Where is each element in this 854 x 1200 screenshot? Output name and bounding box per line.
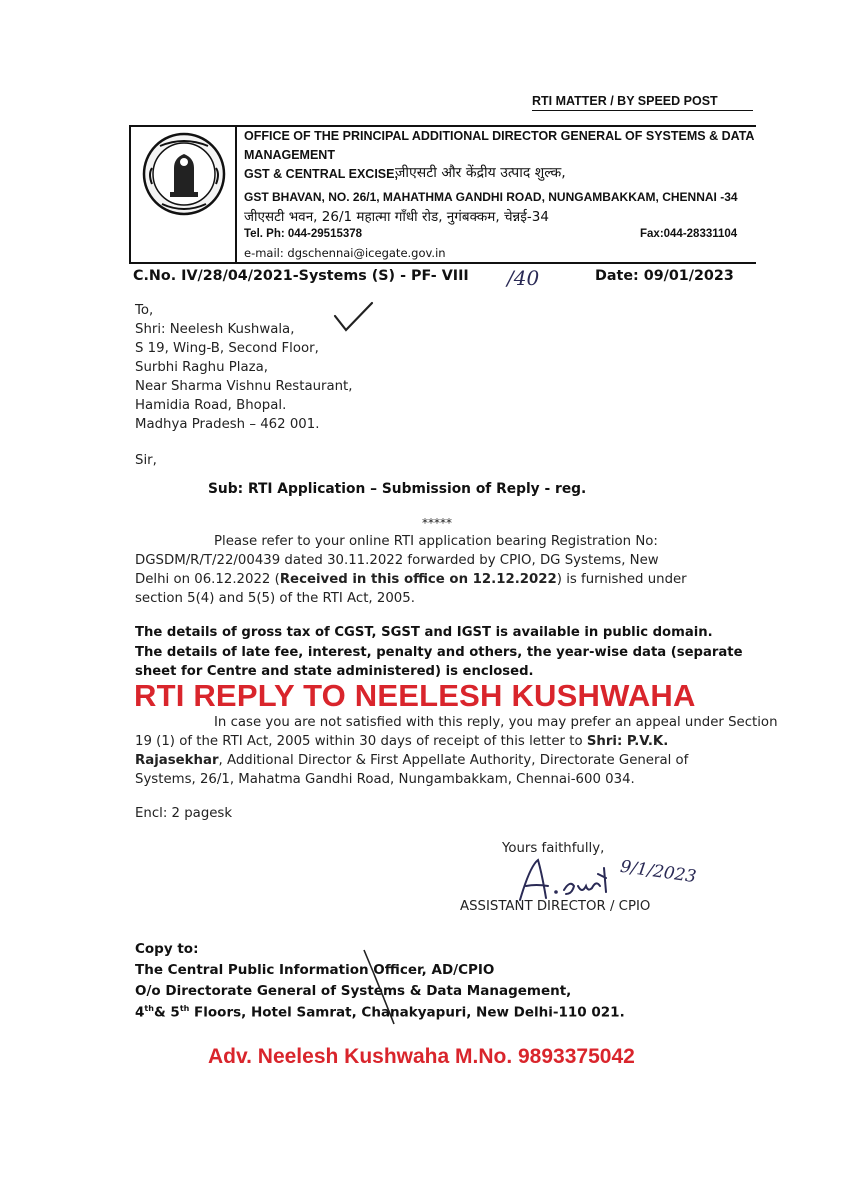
- letter-date: Date: 09/01/2023: [595, 268, 734, 284]
- letterhead-top-border: [129, 125, 756, 127]
- para3-line3: [135, 752, 688, 771]
- address-line: Near Sharma Vishnu Restaurant,: [135, 379, 353, 394]
- copy-to-sup-th2: th: [179, 1004, 190, 1013]
- letterhead-bottom-border: [129, 262, 756, 264]
- salutation: Sir,: [135, 453, 157, 468]
- enclosure: Encl: 2 pagesk: [135, 806, 233, 821]
- address-line: Shri: Neelesh Kushwala,: [135, 322, 295, 337]
- para2-line2: The details of late fee, interest, penalty and others, the year-wise data (separate: [135, 645, 743, 660]
- appellate-name-b: Rajasekhar: [135, 753, 219, 768]
- letterhead-line3-hi: जीएसटी और केंद्रीय उत्पाद शुल्क,: [395, 165, 566, 181]
- pen-stroke-icon: [360, 948, 400, 1028]
- para3-line1: In case you are not satisfied with this reply, you may prefer an appeal under Section: [214, 715, 778, 730]
- emblem-logo: [138, 128, 230, 220]
- checkmark-icon: [332, 300, 376, 336]
- para1-line3-c: ) is furnished under: [556, 572, 687, 587]
- para1-received-date: Received in this office on 12.12.2022: [279, 572, 557, 587]
- copy-to-line1: The Central Public Information Officer, AD/CPIO: [135, 962, 495, 978]
- letterhead-line2: MANAGEMENT: [244, 148, 335, 162]
- copy-to-line2: O/o Directorate General of Systems & Data Management,: [135, 983, 572, 999]
- rti-matter-underline: [532, 110, 753, 111]
- para3-line3-b: , Additional Director & First Appellate Authority, Directorate General of: [218, 753, 689, 768]
- para2-line3: sheet for Centre and state administered) is enclosed.: [135, 664, 534, 679]
- address-line: S 19, Wing-B, Second Floor,: [135, 341, 319, 356]
- para1-line2: DGSDM/R/T/22/00439 dated 30.11.2022 forwarded by CPIO, DG Systems, New: [135, 553, 659, 568]
- para2-line1: The details of gross tax of CGST, SGST and IGST is available in public domain.: [135, 625, 713, 640]
- copy-to-sup-th1: th: [144, 1004, 154, 1013]
- footer-overlay: Adv. Neelesh Kushwaha M.No. 9893375042: [208, 1045, 635, 1068]
- subject-line: Sub: RTI Application – Submission of Reply - reg.: [208, 481, 587, 497]
- para1-line4: section 5(4) and 5(5) of the RTI Act, 2005.: [135, 591, 415, 606]
- signature-date: 9/1/2023: [618, 856, 698, 888]
- overlay-title: RTI REPLY TO NEELESH KUSHWAHA: [134, 678, 696, 713]
- letterhead-line3-en: GST & CENTRAL EXCISE,: [244, 167, 398, 181]
- emblem-icon: [138, 128, 230, 220]
- reference-handwritten-suffix: /40: [507, 266, 540, 290]
- address-to: To,: [135, 303, 154, 318]
- para3-line2: [135, 733, 668, 752]
- address-line: Hamidia Road, Bhopal.: [135, 398, 287, 413]
- letterhead-phone: Tel. Ph: 044-29515378: [244, 228, 363, 240]
- rti-matter-note: RTI MATTER / BY SPEED POST: [532, 94, 718, 108]
- signatory-designation: ASSISTANT DIRECTOR / CPIO: [460, 899, 651, 914]
- letterhead-address-hi: जीएसटी भवन, 26/1 महात्मा गाँधी रोड, नुगंबक्कम, चेन्नई-34: [244, 209, 549, 225]
- copy-to-and-5: & 5: [153, 1004, 180, 1021]
- letterhead-divider: [235, 125, 237, 263]
- copy-to-floors: Floors, Hotel Samrat, Chanakyapuri, New Delhi-110 021.: [189, 1004, 625, 1021]
- address-line: Madhya Pradesh – 462 001.: [135, 417, 320, 432]
- reference-number: C.No. IV/28/04/2021-Systems (S) - PF- VIII: [133, 268, 469, 284]
- address-line: Surbhi Raghu Plaza,: [135, 360, 268, 375]
- para3-line4: Systems, 26/1, Mahatma Gandhi Road, Nungambakkam, Chennai-600 034.: [135, 772, 635, 787]
- letterhead-line1: OFFICE OF THE PRINCIPAL ADDITIONAL DIRECTOR GENERAL OF SYSTEMS & DATA: [244, 129, 755, 143]
- copy-to-4: 4: [135, 1004, 145, 1021]
- para1-line3-a: Delhi on 06.12.2022 (: [135, 572, 280, 587]
- letterhead-email: e-mail: dgschennai@icegate.gov.in: [244, 246, 446, 260]
- letterhead-fax: Fax:044-28331104: [640, 228, 738, 240]
- appellate-name-a: Shri: P.V.K.: [586, 734, 669, 749]
- para1-line3: [135, 571, 687, 590]
- para3-line2-a: 19 (1) of the RTI Act, 2005 within 30 days of receipt of this letter to: [135, 734, 587, 749]
- letterhead-address: GST BHAVAN, NO. 26/1, MAHATHMA GANDHI ROAD, NUNGAMBAKKAM, CHENNAI -34: [244, 190, 738, 204]
- para1-line1: Please refer to your online RTI application bearing Registration No:: [214, 534, 658, 549]
- closing: Yours faithfully,: [502, 841, 605, 856]
- letterhead-left-border: [129, 125, 131, 263]
- copy-to-heading: Copy to:: [135, 941, 199, 957]
- separator-stars: *****: [422, 516, 452, 530]
